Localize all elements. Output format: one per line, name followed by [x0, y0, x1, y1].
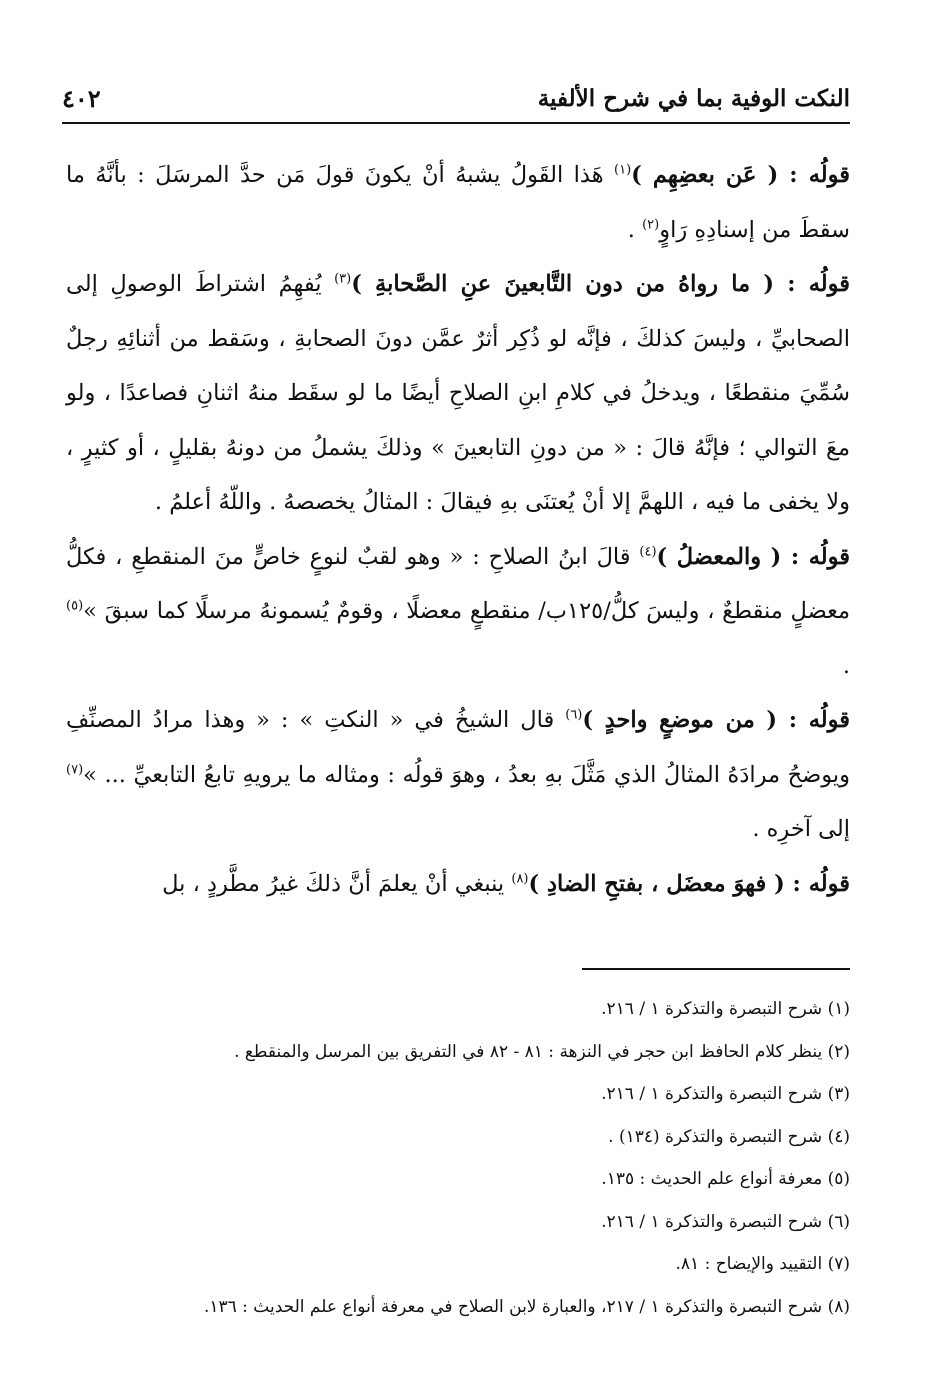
footnote-item: (٣) شرح التبصرة والتذكرة ١ / ٢١٦. [601, 1084, 850, 1104]
paragraph-3 [66, 530, 850, 694]
footnote-marker: (٧) [66, 762, 84, 777]
paragraph-text: هَذا القَولُ يشبهُ أنْ يكونَ قولَ مَن حدَّ المرسَلَ : بأنَّهُ ما سقطَ من إسنادِهِ رَاوٍ [66, 162, 850, 243]
paragraph-tail: إلى آخرِه . [752, 816, 850, 842]
paragraph-lead: قولُه : [774, 271, 850, 297]
quoted-phrase: ( من موضعٍ واحدٍ ) [582, 707, 778, 733]
paragraph-text: ينبغي أنْ يعلمَ أنَّ ذلكَ غيرُ مطَّردٍ ، بل [162, 870, 512, 897]
paragraph-lead: قولُه : [778, 162, 850, 188]
footnote-marker: (٨) [511, 871, 529, 886]
paragraph-tail: . [627, 216, 643, 243]
footnote-item: (١) شرح التبصرة والتذكرة ١ / ٢١٦. [601, 999, 850, 1019]
page-header [62, 78, 850, 124]
paragraph-1 [66, 148, 850, 257]
footnote-item: (٦) شرح التبصرة والتذكرة ١ / ٢١٦. [601, 1211, 850, 1232]
quoted-phrase: ( عَن بعضِهِم ) [631, 162, 779, 188]
paragraph-lead: قولُه : [784, 870, 850, 897]
quoted-phrase: ( ما رواهُ من دون التَّابعينَ عنِ الصَّحابةِ ) [351, 271, 774, 297]
footnote-item: (٨) شرح التبصرة والتذكرة ١ / ٢١٧، والعبارة لابن الصلاح في معرفة أنواع علم الحديث : ١٣٦. [203, 1296, 850, 1317]
footnote-marker: (١) [614, 162, 632, 178]
running-title: النكت الوفية بما في شرح الألفية [537, 84, 850, 112]
footnote-marker: (٤) [639, 544, 657, 559]
footnote-marker: (٦) [565, 707, 583, 723]
paragraph-text: يُفهِمُ اشتراطَ الوصولِ إلى الصحابيِّ ، وليسَ كذلكَ ، فإنَّه لو ذُكِر أثرٌ عمَّن دونَ الصحابةِ ، وسَقط من أثنائِهِ رجلٌ سُمِّيَ منقطعًا ، ويدخلُ في كلامِ ابنِ الصلاحِ أيضًا ما لو سقَط منهُ اثنانِ فصاعدًا ، ولو معَ التوالي ؛ فإنَّهُ قالَ : « من دونِ التابعينَ » وذلكَ يشملُ من دونهُ بقليلٍ ، أو كثيرٍ ، ولا يخفى ما فيه ، اللهمَّ إلا أنْ يُعتنَى بهِ فيقالَ : المثالُ يخصصهُ . واللّهُ أعلمُ . [66, 271, 850, 515]
footnote-item: (٧) التقييد والإيضاح : ٨١. [675, 1254, 850, 1274]
footnote-separator [582, 968, 850, 970]
footnote-item: (٤) شرح التبصرة والتذكرة (١٣٤) . [608, 1126, 850, 1147]
footnote-marker: (٢) [642, 217, 660, 232]
footnote-marker: (٥) [66, 598, 84, 614]
footnote-item: (٢) ينظر كلام الحافظ ابن حجر في النزهة : ٨١ - ٨٢ في التفريق بين المرسل والمنقطع . [234, 1041, 850, 1062]
quoted-phrase: ( والمعضلُ ) [656, 543, 782, 570]
paragraph-2 [66, 257, 850, 530]
paragraph-5 [66, 857, 850, 912]
footnotes [66, 988, 850, 1328]
quoted-phrase: ( فهوَ معضَل ، بفتحِ الضادِ ) [528, 870, 785, 897]
paragraph-text: قالَ ابنُ الصلاحِ : « وهو لقبٌ لنوعٍ خاصٍّ منَ المنقطعِ ، فكلُّ معضلٍ منقطعٌ ، وليسَ كلُّ/١٢٥ب/ منقطعٍ معضلًا ، وقومٌ يُسمونهُ مرسلًا كما سبقَ » [66, 543, 850, 624]
main-text [66, 148, 850, 911]
paragraph-lead: قولُه : [777, 707, 850, 733]
paragraph-text: قال الشيخُ في « النكتِ » : « وهذا مرادُ المصنِّفِ ويوضحُ مرادَهُ المثالُ الذي مَثَّلَ بهِ بعدُ ، وهوَ قولُه : ومثاله ما يرويهِ تابعُ التابعيِّ ... » [66, 707, 850, 788]
footnote-marker: (٣) [334, 271, 352, 287]
paragraph-tail: . [842, 652, 850, 679]
footnote-item: (٥) معرفة أنواع علم الحديث : ١٣٥. [601, 1169, 850, 1189]
paragraph-lead: قولُه : [781, 543, 850, 570]
paragraph-4 [66, 693, 850, 857]
page-number: ٤٠٢ [62, 83, 101, 113]
